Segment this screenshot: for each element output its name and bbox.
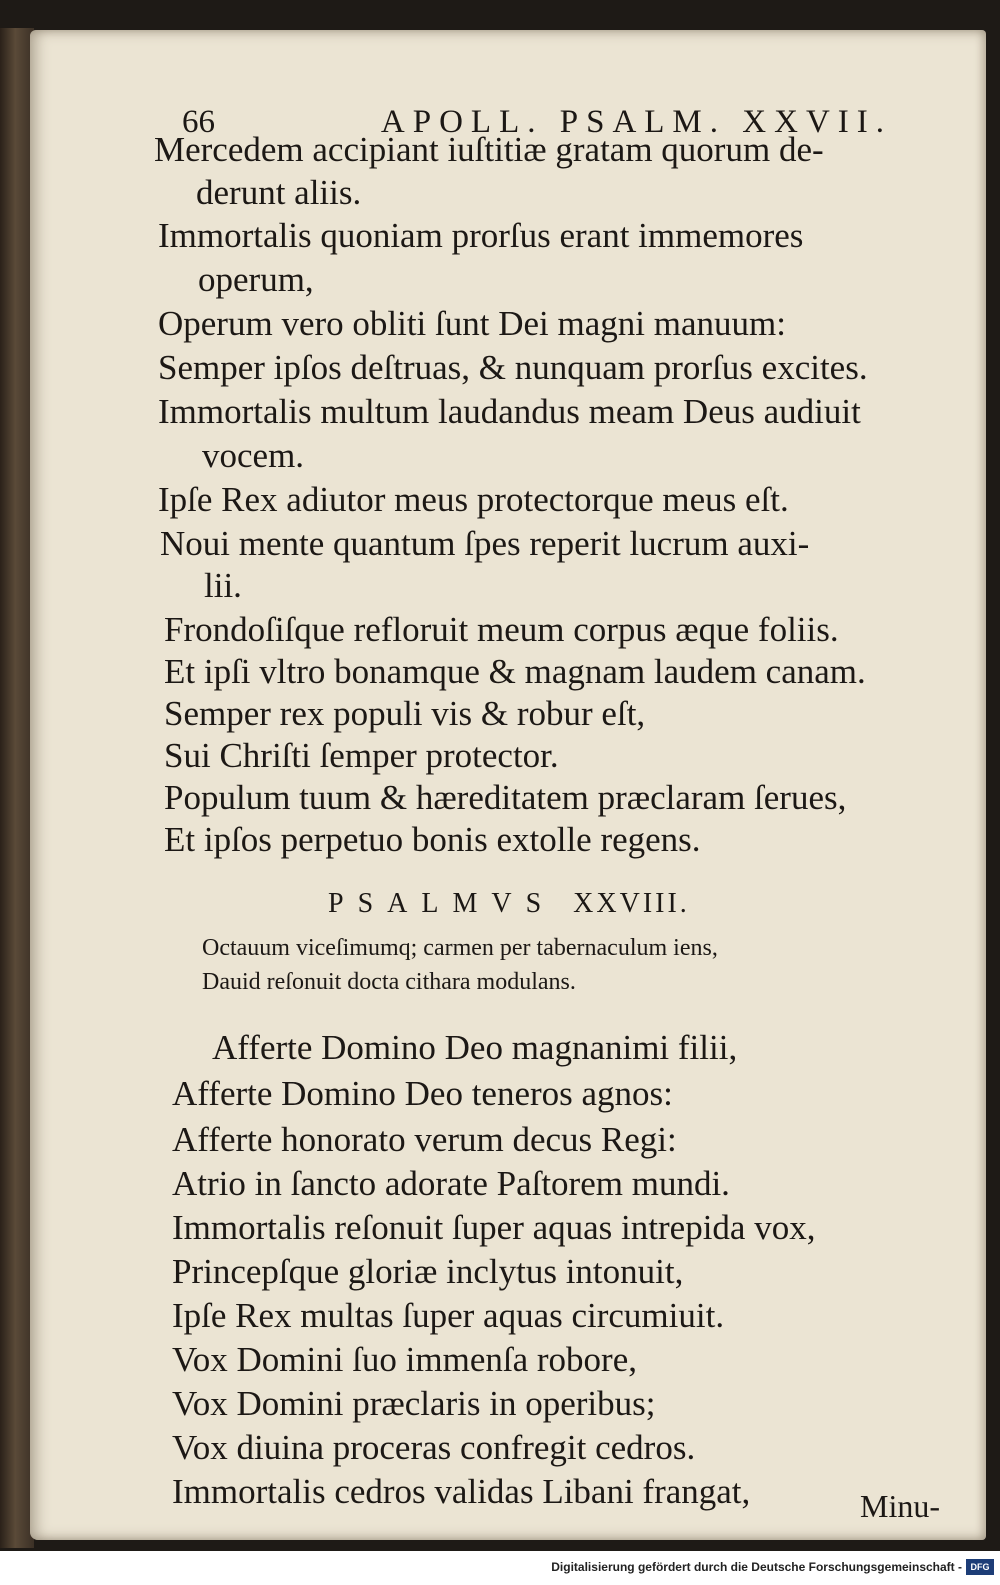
text-line: vocem. xyxy=(202,436,305,475)
text-line: lii. xyxy=(204,566,242,605)
verse-line: Ipſe Rex multas ſuper aquas circumiuit. xyxy=(172,1296,725,1335)
verse-line: Immortalis reſonuit ſuper aquas intrepida vox, xyxy=(172,1208,816,1247)
book-page xyxy=(30,30,986,1540)
text-line: Semper ipſos deſtruas, & nunquam prorſus excites. xyxy=(158,348,868,387)
text-line: Noui mente quantum ſpes reperit lucrum auxi- xyxy=(160,524,810,563)
text-line: Operum vero obliti ſunt Dei magni manuum: xyxy=(158,304,786,343)
verse-line: Vox diuina proceras confregit cedros. xyxy=(172,1428,696,1467)
verse-line: Afferte Domino Deo magnanimi filii, xyxy=(212,1028,738,1067)
text-line: Immortalis quoniam prorſus erant immemores xyxy=(158,216,804,255)
text-line: Et ipſos perpetuo bonis extolle regens. xyxy=(164,820,701,859)
verse-line: Atrio in ſancto adorate Paſtorem mundi. xyxy=(172,1164,730,1203)
text-line: Immortalis multum laudandus meam Deus audiuit xyxy=(158,392,861,431)
footer-credit: Digitalisierung gefördert durch die Deutsche Forschungsgemeinschaft - xyxy=(551,1560,962,1574)
text-line: Et ipſi vltro bonamque & magnam laudem canam. xyxy=(164,652,866,691)
text-line: Frondoſiſque refloruit meum corpus æque foliis. xyxy=(164,610,839,649)
text-line: Populum tuum & hæreditatem præclaram ſerues, xyxy=(164,778,847,817)
psalm-heading-label: PSALMVS xyxy=(328,888,556,919)
book-edge xyxy=(0,28,34,1548)
text-line: Semper rex populi vis & robur eſt, xyxy=(164,694,646,733)
page-text xyxy=(30,30,986,1540)
verse-line: Vox Domini ſuo immenſa robore, xyxy=(172,1340,637,1379)
text-line: Mercedem accipiant iuſtitiæ gratam quorum de- xyxy=(154,130,824,169)
text-line: operum, xyxy=(198,260,314,299)
verse-line: Vox Domini præclaris in operibus; xyxy=(172,1384,656,1423)
digitization-footer xyxy=(0,1551,1000,1585)
verse-line: Princepſque gloriæ inclytus intonuit, xyxy=(172,1252,684,1291)
running-head-title: APOLL. PSALM. XXVII. xyxy=(380,104,892,140)
argument-line: Octauum viceſimumq; carmen per tabernaculum iens, xyxy=(202,935,718,961)
psalm-heading-number: XXVIII. xyxy=(573,888,690,919)
psalm-heading xyxy=(328,888,828,920)
catchword: Minu- xyxy=(860,1488,940,1524)
verse-line: Immortalis cedros validas Libani frangat, xyxy=(172,1472,751,1511)
text-line: Sui Chriſti ſemper protector. xyxy=(164,736,559,775)
text-line: Ipſe Rex adiutor meus protectorque meus eſt. xyxy=(158,480,789,519)
page-number: 66 xyxy=(182,104,215,140)
verse-line: Afferte honorato verum decus Regi: xyxy=(172,1120,677,1159)
argument-line: Dauid reſonuit docta cithara modulans. xyxy=(202,969,576,995)
dfg-logo-icon: DFG xyxy=(966,1559,994,1575)
text-line: derunt aliis. xyxy=(196,173,362,212)
verse-line: Afferte Domino Deo teneros agnos: xyxy=(172,1074,673,1113)
